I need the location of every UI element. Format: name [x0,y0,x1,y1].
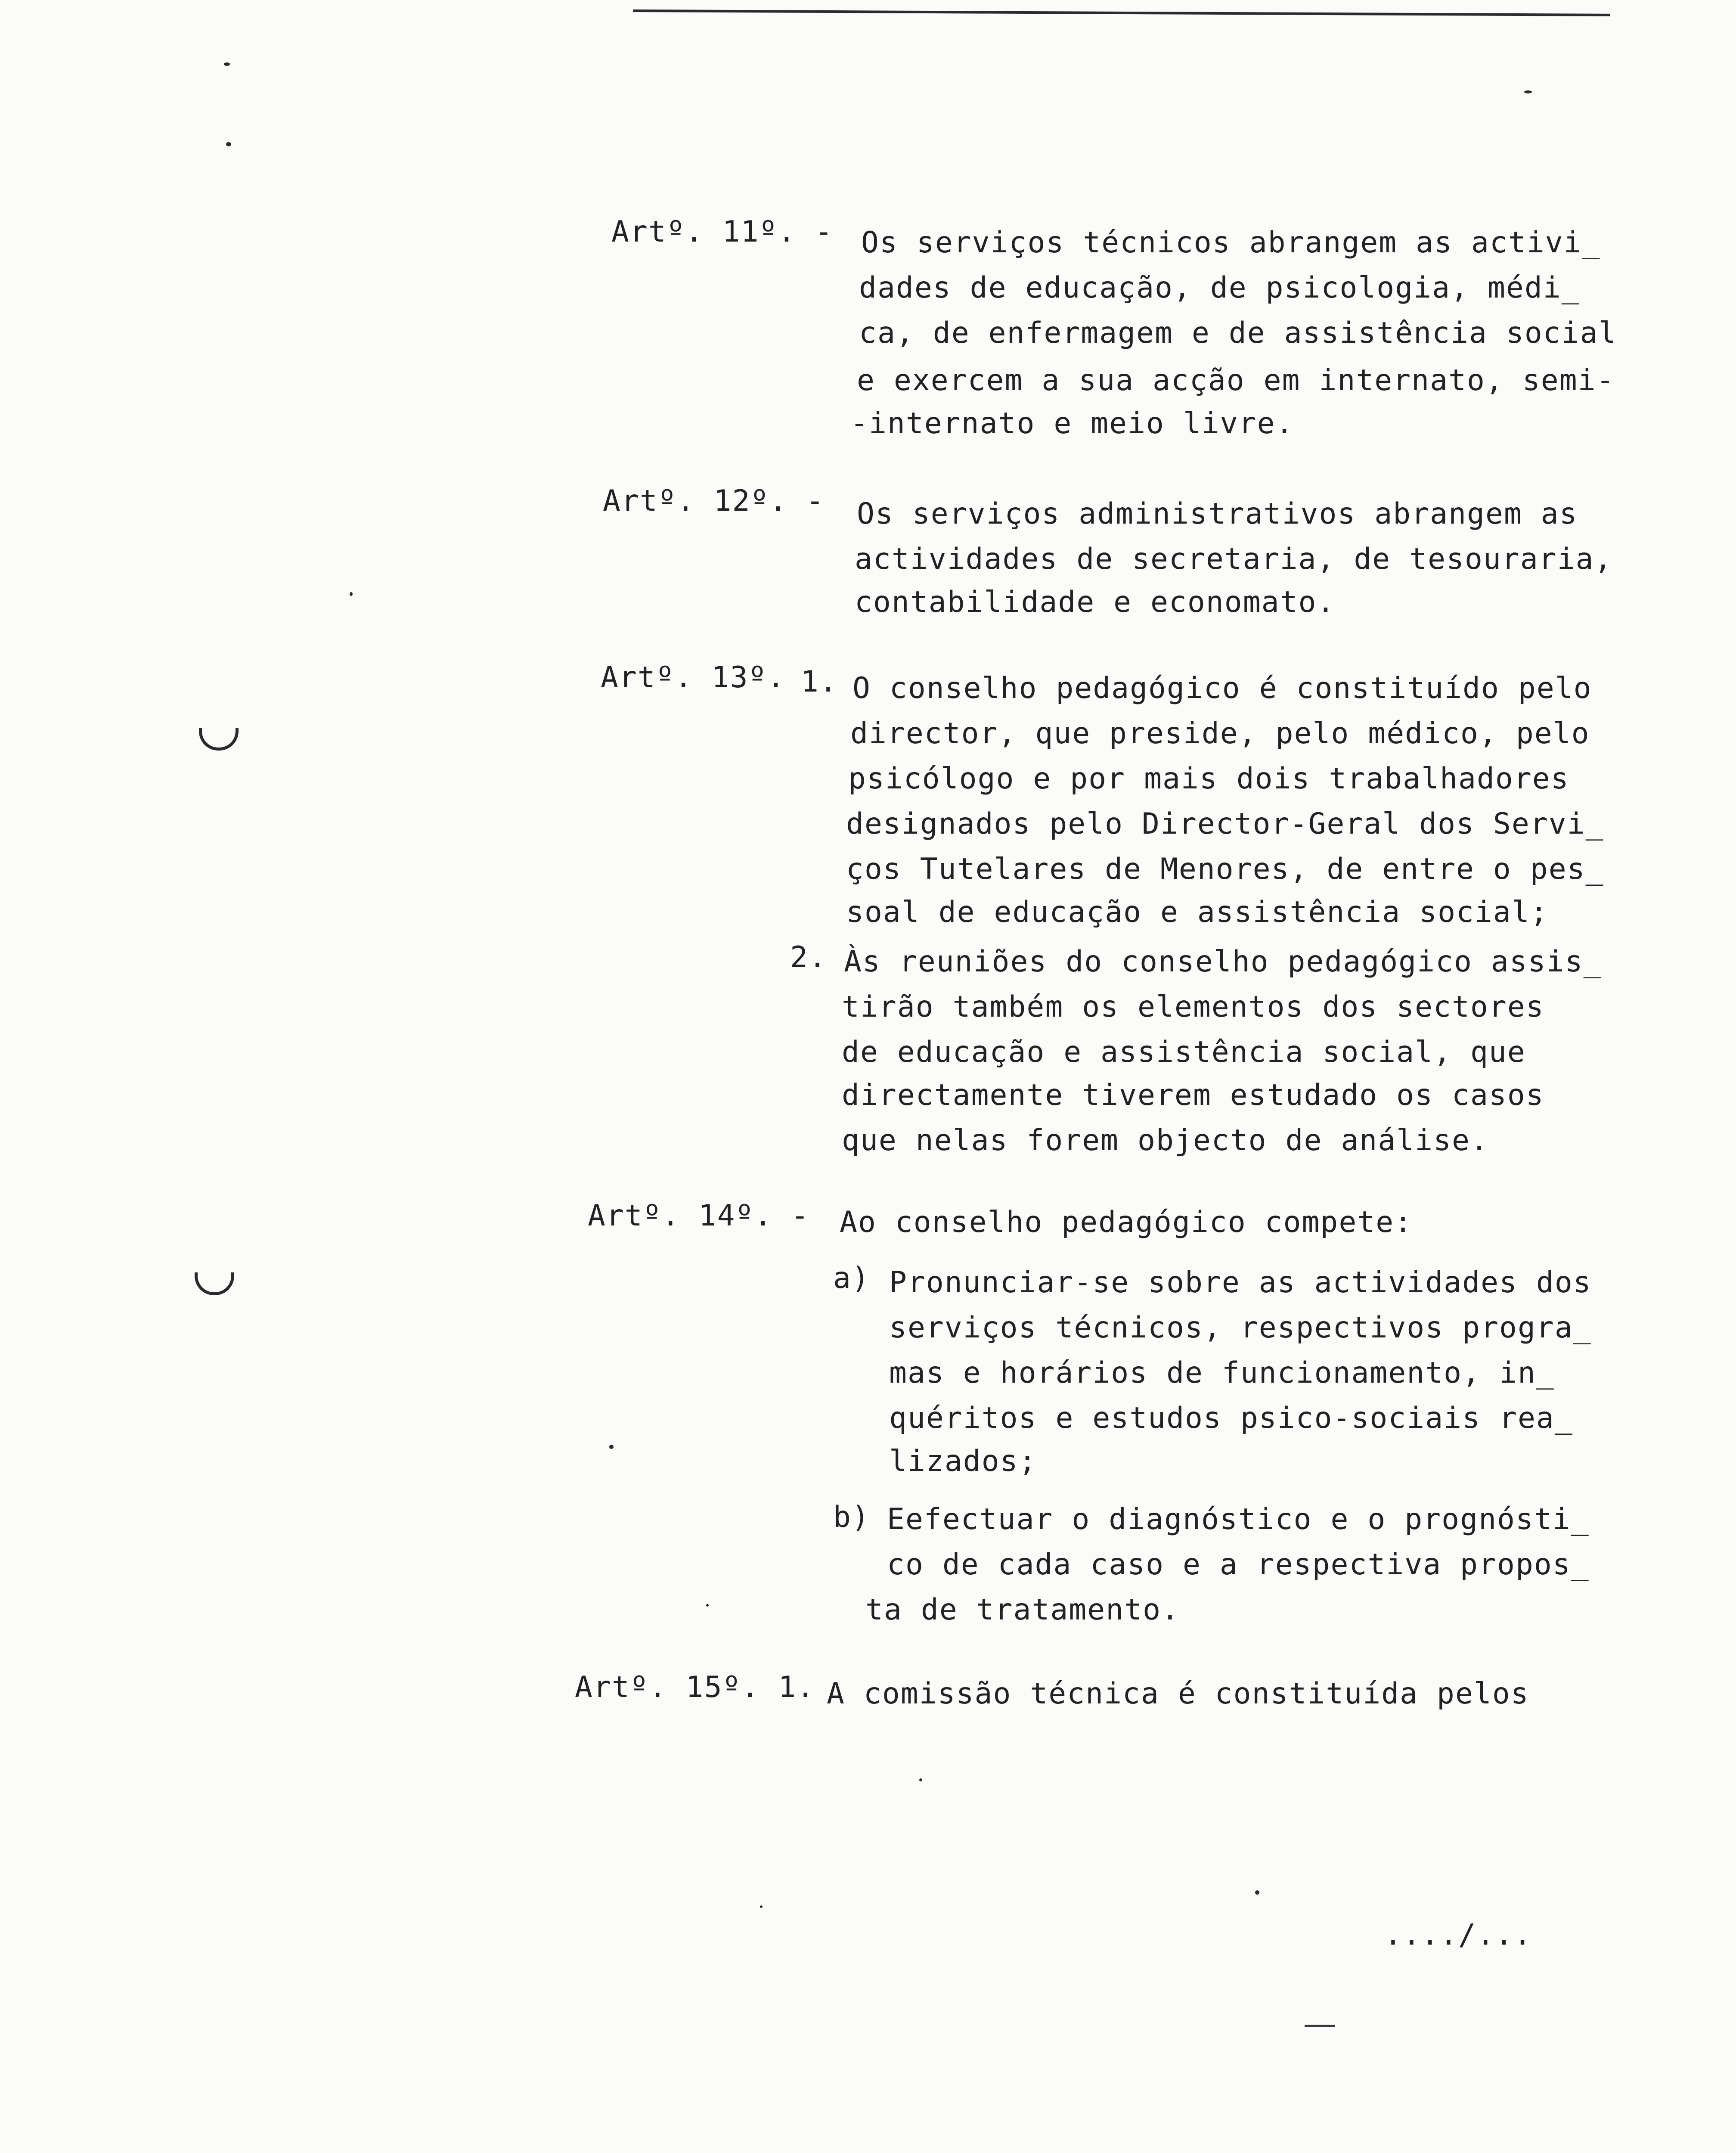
article-14-item-a-line-1: Pronunciar-se sobre as actividades dos [889,1266,1592,1300]
article-13-item-2-line-2: tirão também os elementos dos sectores [842,990,1544,1024]
article-13-item-1-line-4: designados pelo Director-Geral dos Servi_ [846,807,1604,841]
article-14-item-a-line-5: lizados; [889,1444,1037,1478]
speck [609,1445,614,1449]
article-14-item-a-line-2: serviços técnicos, respectivos progra_ [889,1311,1592,1345]
article-14-item-b-line-2: co de cada caso e a respectiva propos_ [887,1548,1590,1582]
article-11-line-5: -internato e meio livre. [850,406,1294,441]
speck [706,1604,709,1607]
article-13-item-2-line-3: de educação e assistência social, que [842,1035,1526,1069]
speck [919,1778,922,1781]
article-13-item-1-line-3: psicólogo e por mais dois trabalhadores [848,762,1569,796]
article-13-item-2-line-4: directamente tiverem estudado os casos [842,1078,1544,1112]
speck [226,142,231,146]
article-13-item-1-number: 1. [801,665,838,699]
speck [224,62,230,66]
article-12-line-3: contabilidade e economato. [855,585,1336,619]
article-11-line-3: ca, de enfermagem e de assistência social [859,316,1617,350]
article-14-label: Artº. 14º. - [588,1199,810,1233]
continuation-marker: ..../... [1384,1918,1532,1952]
article-12-line-1: Os serviços administrativos abrangem as [857,497,1578,531]
speck [1524,90,1532,93]
binder-hole-lower [195,1272,234,1295]
article-12-line-2: actividades de secretaria, de tesouraria, [855,542,1613,576]
article-14-item-a-line-4: quéritos e estudos psico-sociais rea_ [889,1401,1573,1435]
article-13-item-1-line-6: soal de educação e assistência social; [846,895,1549,929]
article-14-item-b-line-3: ta de tratamento. [865,1593,1180,1627]
article-13-item-1-line-5: ços Tutelares de Menores, de entre o pes_ [846,852,1604,886]
article-11-label: Artº. 11º. - [611,215,834,249]
article-13-item-1-line-2: director, que preside, pelo médico, pelo [850,717,1590,751]
speck [350,592,353,596]
article-13-item-1-line-1: O conselho pedagógico é constituído pelo [852,671,1592,705]
article-14-item-a-letter: a) [833,1261,870,1295]
bottom-dash [1305,2025,1335,2027]
article-13-item-2-number: 2. [790,940,827,974]
article-14-item-b-letter: b) [833,1500,870,1534]
article-13-label: Artº. 13º. [601,661,786,695]
article-13-item-2-line-5: que nelas forem objecto de análise. [842,1123,1489,1157]
article-15-label: Artº. 15º. 1. [575,1670,815,1704]
article-14-intro: Ao conselho pedagógico compete: [840,1205,1413,1239]
article-14-item-a-line-3: mas e horários de funcionamento, in_ [889,1356,1555,1390]
speck [1255,1890,1259,1895]
article-13-item-2-line-1: Às reuniões do conselho pedagógico assis_ [844,945,1602,979]
article-15-line-1: A comissão técnica é constituída pelos [827,1677,1529,1711]
top-rule [633,9,1610,16]
article-11-line-1: Os serviços técnicos abrangem as activi_ [861,226,1601,260]
speck [760,1905,763,1908]
binder-hole-upper [199,728,239,751]
article-12-label: Artº. 12º. - [603,484,825,518]
article-14-item-b-line-1: Eefectuar o diagnóstico e o prognósti_ [887,1502,1590,1536]
article-11-line-4: e exercem a sua acção em internato, semi- [857,363,1615,397]
article-11-line-2: dades de educação, de psicologia, médi_ [859,271,1580,305]
